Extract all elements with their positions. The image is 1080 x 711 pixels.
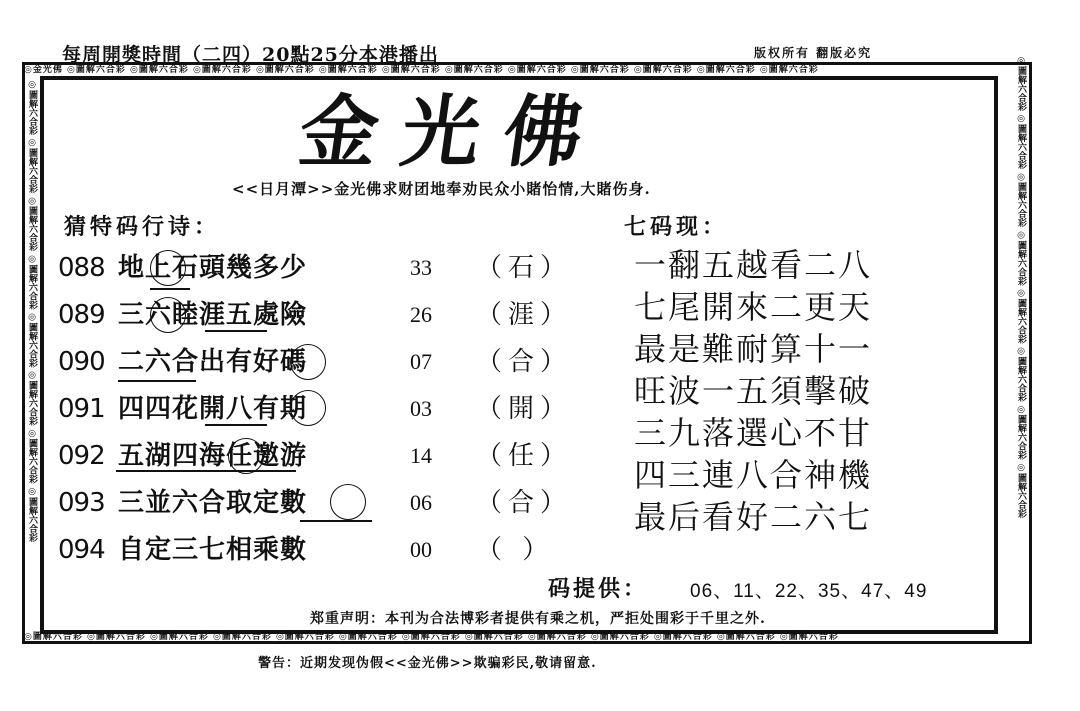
poem-code: 26 [410,302,432,327]
poem-number: 092 [58,441,105,471]
border-text-right: ◎圖解六合彩 ◎圖解六合彩 ◎圖解六合彩 ◎圖解六合彩 ◎圖解六合彩 ◎圖解六合彩 ◎圖解六合彩 ◎圖解六合彩 [1016,56,1026,518]
annotation-underline [116,470,296,472]
poem-number: 090 [58,347,105,377]
annotation-underline [205,424,267,426]
provide-numbers: 06、11、22、35、47、49 [690,581,928,602]
poem-number: 094 [58,535,105,565]
poem-heading: 猜特码行诗： [64,214,221,240]
poem-verse: 二六合出有好碼 [118,347,308,377]
fraud-warning: 警告：近期发现伪假<<金光佛>>欺骗彩民,敬请留意. [258,656,597,671]
poem-code: 00 [410,537,432,562]
poem-verse: 四四花開八有期 [118,394,308,424]
poem-answer: （任） [476,441,573,471]
seven-code-heading: 七码现： [624,214,729,240]
seven-code-line: 七尾開來二更天 [634,288,873,326]
poem-code: 06 [410,490,432,515]
poem-number: 089 [58,300,105,330]
copyright-notice: 版权所有 翻版必究 [754,46,873,60]
poem-number: 091 [58,394,105,424]
annotation-circle [290,390,326,426]
annotation-circle [290,344,326,380]
poem-code: 14 [410,443,432,468]
seven-code-line: 一翻五越看二八 [634,246,873,284]
draw-schedule: 每周開獎時間（二四）20點25分本港播出 [62,44,439,66]
poem-code: 33 [410,255,432,280]
poem-verse: 三並六合取定數 [118,488,308,518]
provide-label: 码提供： [548,576,649,602]
poem-number: 088 [58,253,105,283]
poem-verse: 自定三七相乘數 [118,535,308,565]
annotation-underline [300,520,372,522]
poem-answer: （石） [476,253,573,283]
poem-answer: （開） [476,394,573,424]
border-text-bottom: ◎圖解六合彩 ◎圖解六合彩 ◎圖解六合彩 ◎圖解六合彩 ◎圖解六合彩 ◎圖解六合彩 ◎圖解六合彩 ◎圖解六合彩 ◎圖解六合彩 ◎圖解六合彩 ◎圖解六合彩 ◎圖解六合彩 ◎圖解六合彩 [24,632,839,642]
poem-verse: 三六睦涯五處險 [118,300,308,330]
seven-code-line: 最是難耐算十一 [634,330,873,368]
border-text-top: ◎金光佛 ◎圖解六合彩 ◎圖解六合彩 ◎圖解六合彩 ◎圖解六合彩 ◎圖解六合彩 ◎圖解六合彩 ◎圖解六合彩 ◎圖解六合彩 ◎圖解六合彩 ◎圖解六合彩 ◎圖解六合彩 ◎圖解六合彩 [24,65,819,75]
annotation-underline [150,288,190,290]
poem-code: 03 [410,396,432,421]
poem-answer: （ ） [476,535,555,565]
annotation-underline [118,380,196,382]
page-title: 金光佛 [293,87,613,178]
slogan: <<日月潭>>金光佛求财团地奉劝民众小賭怡情,大賭伤身. [232,180,651,198]
annotation-underline [205,330,267,332]
poem-verse: 五湖四海任邀游 [118,441,308,471]
annotation-circle [228,438,264,474]
seven-code-line: 旺波一五須擊破 [634,372,873,410]
poem-answer: （合） [476,488,573,518]
poem-answer: （涯） [476,300,573,330]
poem-code: 07 [410,349,432,374]
poem-number: 093 [58,488,105,518]
annotation-circle [330,484,366,520]
border-text-left: ◎圖解六合彩 ◎圖解六合彩 ◎圖解六合彩 ◎圖解六合彩 ◎圖解六合彩 ◎圖解六合彩 ◎圖解六合彩 ◎圖解六合彩 [27,80,37,542]
legal-statement: 郑重声明：本刊为合法博彩者提供有乘之机，严拒处围彩于千里之外. [310,611,766,627]
poem-answer: （合） [476,347,573,377]
seven-code-line: 最后看好二六七 [634,498,873,536]
seven-code-line: 三九落選心不甘 [634,414,873,452]
seven-code-line: 四三連八合神機 [634,456,873,494]
annotation-circle [150,250,186,286]
poem-verse: 地上石頭幾多少 [118,253,308,283]
annotation-circle [150,297,186,333]
